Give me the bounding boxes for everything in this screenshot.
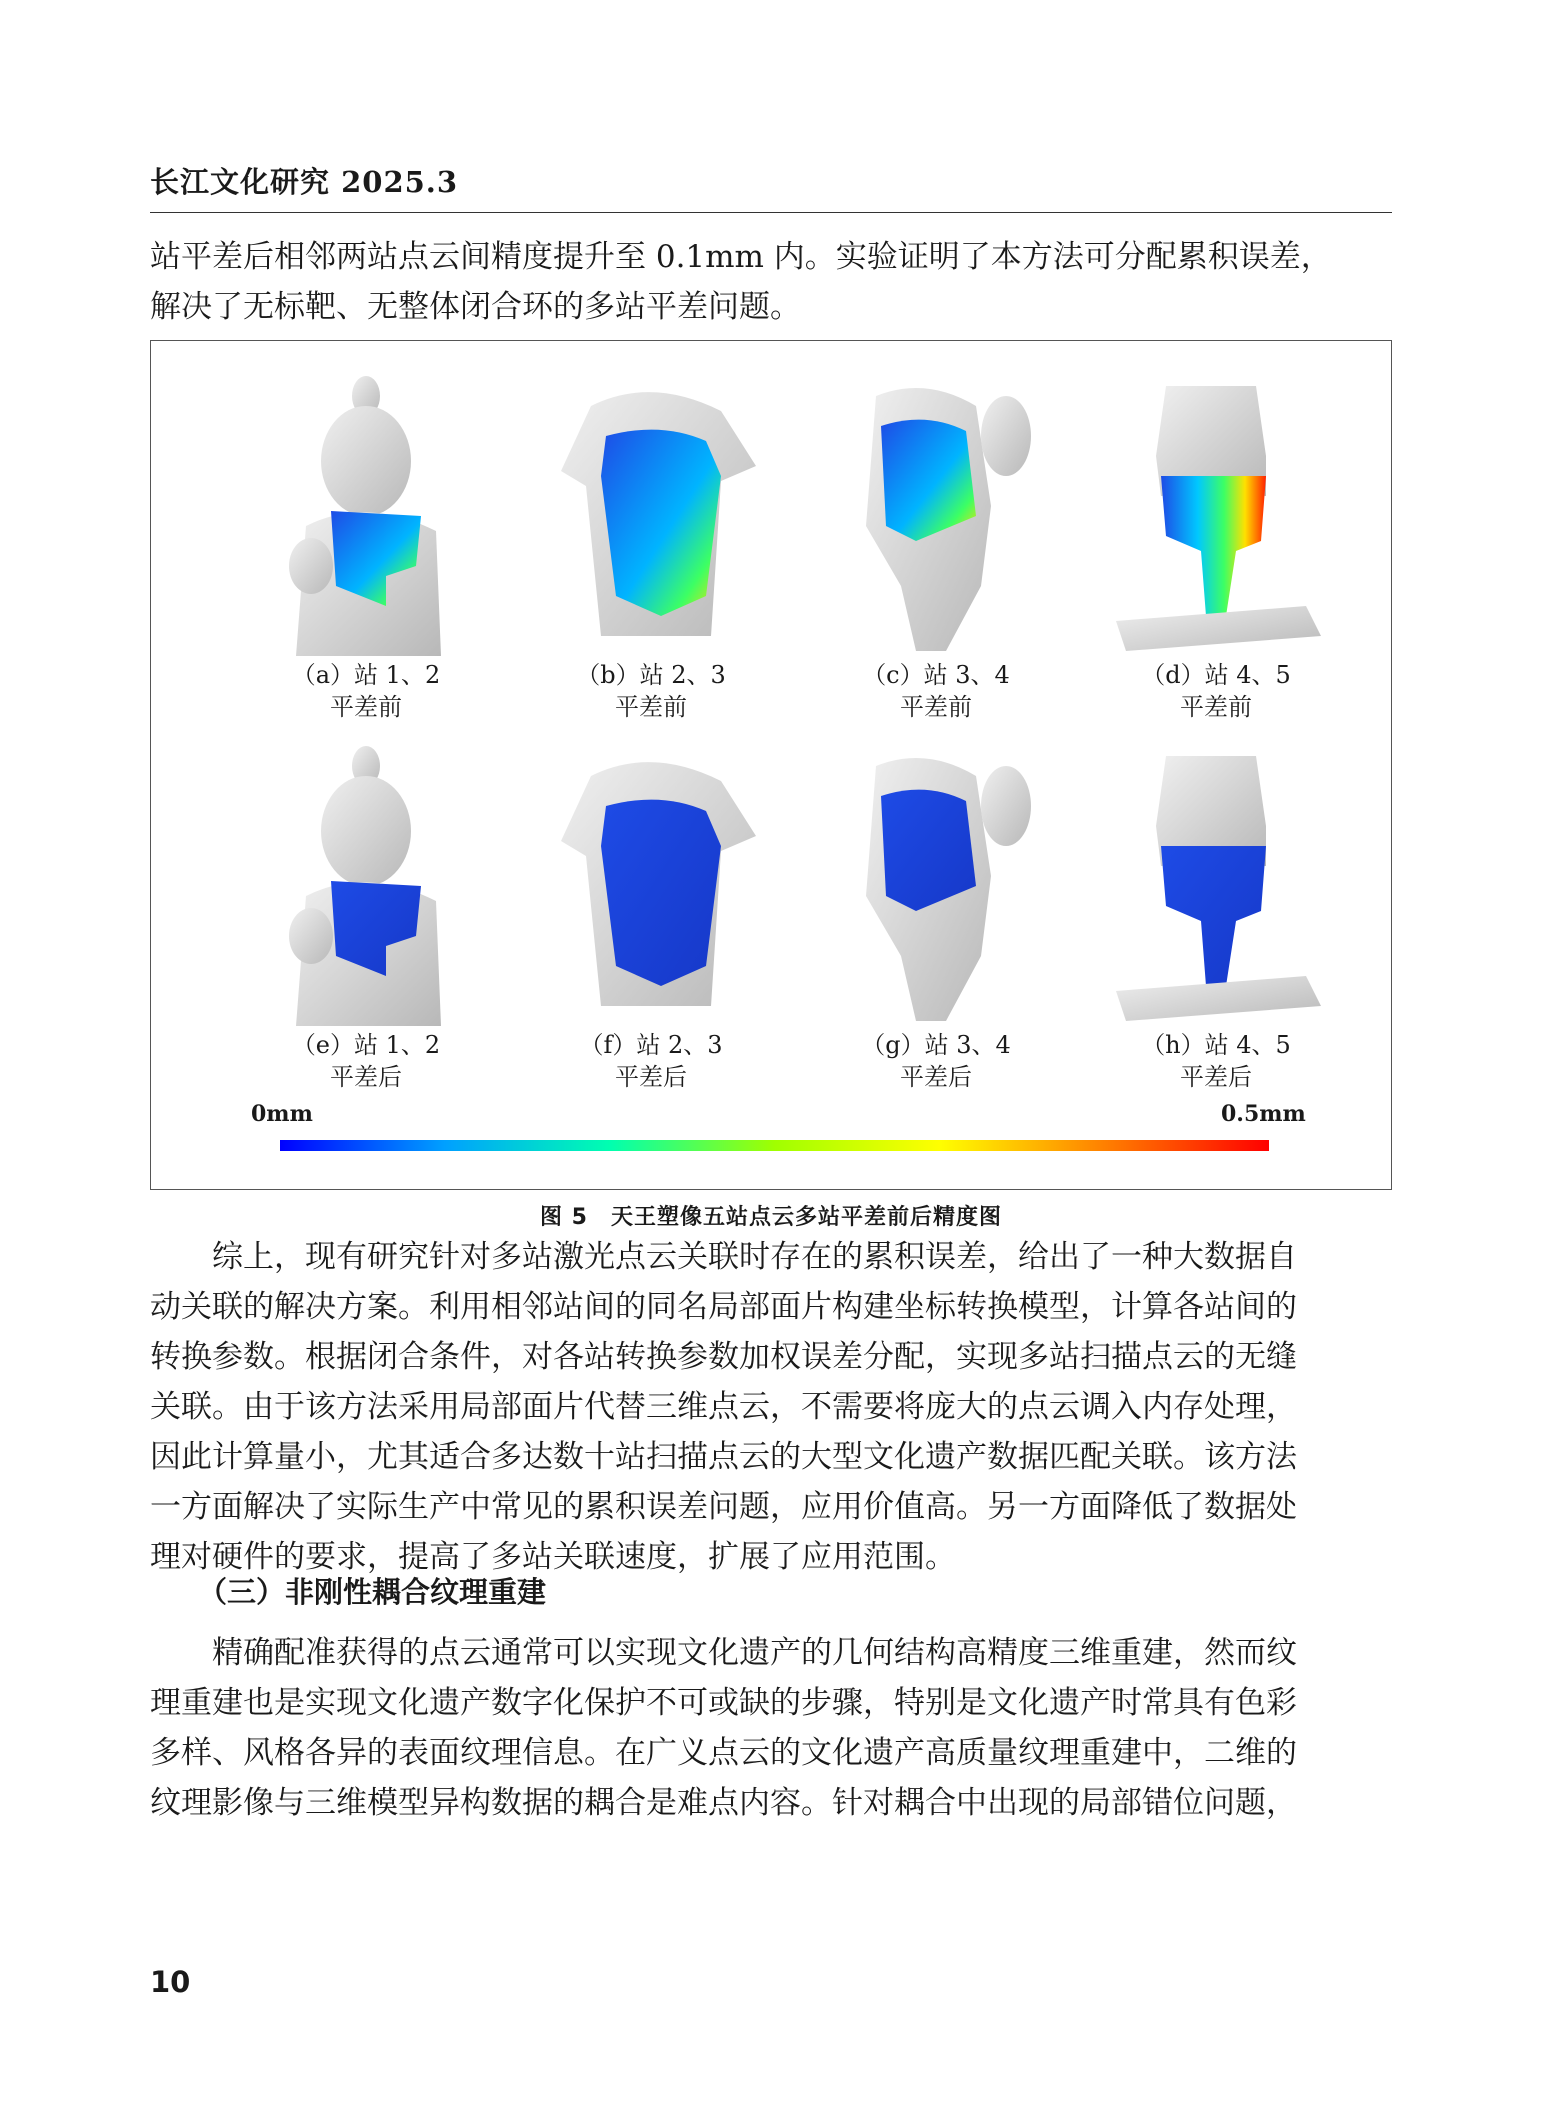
panel-label-text: （c）站 3、4	[862, 661, 1010, 689]
text-line: 理对硬件的要求，提高了多站关联速度，扩展了应用范围。	[150, 1539, 956, 1575]
panel-c-label	[806, 659, 1066, 723]
panel-label-text: （d）站 4、5	[1141, 661, 1291, 689]
panel-b-label	[521, 659, 781, 723]
text-line: 纹理影像与三维模型异构数据的耦合是难点内容。针对耦合中出现的局部错位问题，	[150, 1785, 1297, 1821]
panel-h-label	[1086, 1029, 1346, 1093]
panel-g-image	[806, 736, 1066, 1026]
panel-state-text: 平差后	[330, 1063, 402, 1091]
figure-caption: 图 5 天王塑像五站点云多站平差前后精度图	[540, 1205, 1002, 1230]
text-line: 多样、风格各异的表面纹理信息。在广义点云的文化遗产高质量纹理重建中，二维的	[150, 1735, 1297, 1771]
panel-label-text: （b）站 2、3	[576, 661, 726, 689]
error-colorbar	[280, 1140, 1269, 1151]
panel-state-text: 平差前	[1180, 693, 1252, 721]
journal-header: 长江文化研究 2025.3	[150, 165, 459, 199]
text-line: 一方面解决了实际生产中常见的累积误差问题，应用价值高。另一方面降低了数据处	[150, 1489, 1297, 1525]
panel-state-text: 平差后	[900, 1063, 972, 1091]
panel-c-image	[806, 366, 1066, 656]
panel-e-image	[236, 736, 496, 1026]
panel-state-text: 平差后	[1180, 1063, 1252, 1091]
header-rule	[150, 212, 1392, 213]
panel-state-text: 平差前	[330, 693, 402, 721]
section-paragraph	[150, 1628, 1392, 1828]
panel-state-text: 平差前	[615, 693, 687, 721]
text-line: 综上，现有研究针对多站激光点云关联时存在的累积误差，给出了一种大数据自	[150, 1239, 1297, 1275]
panel-label-text: （e）站 1、2	[291, 1031, 441, 1059]
panel-label-text: （f）站 2、3	[579, 1031, 723, 1059]
text-line: 因此计算量小，尤其适合多达数十站扫描点云的大型文化遗产数据匹配关联。该方法	[150, 1439, 1297, 1475]
section-heading: （三）非刚性耦合纹理重建	[198, 1575, 547, 1609]
panel-d-image	[1086, 366, 1346, 656]
intro-paragraph	[150, 232, 1392, 332]
text-line: 精确配准获得的点云通常可以实现文化遗产的几何结构高精度三维重建，然而纹	[150, 1635, 1297, 1671]
panel-f-image	[521, 736, 781, 1026]
summary-paragraph	[150, 1232, 1392, 1582]
page-number: 10	[150, 1965, 191, 1999]
scale-min-label: 0mm	[251, 1101, 313, 1127]
panel-h-image	[1086, 736, 1346, 1026]
text-line: 解决了无标靶、无整体闭合环的多站平差问题。	[150, 289, 801, 325]
text-line: 关联。由于该方法采用局部面片代替三维点云，不需要将庞大的点云调入内存处理，	[150, 1389, 1297, 1425]
panel-b-image	[521, 366, 781, 656]
panel-state-text: 平差前	[900, 693, 972, 721]
panel-g-label	[806, 1029, 1066, 1093]
scale-max-label: 0.5mm	[1221, 1101, 1306, 1127]
text-line: 动关联的解决方案。利用相邻站间的同名局部面片构建坐标转换模型，计算各站间的	[150, 1289, 1297, 1325]
panel-label-text: （g）站 3、4	[861, 1031, 1011, 1059]
panel-label-text: （a）站 1、2	[291, 661, 441, 689]
panel-e-label	[236, 1029, 496, 1093]
panel-a-image	[236, 366, 496, 656]
panel-a-label	[236, 659, 496, 723]
text-line: 理重建也是实现文化遗产数字化保护不可或缺的步骤，特别是文化遗产时常具有色彩	[150, 1685, 1297, 1721]
text-line: 转换参数。根据闭合条件，对各站转换参数加权误差分配，实现多站扫描点云的无缝	[150, 1339, 1297, 1375]
panel-label-text: （h）站 4、5	[1141, 1031, 1291, 1059]
figure-5	[150, 340, 1392, 1190]
text-line: 站平差后相邻两站点云间精度提升至 0.1mm 内。实验证明了本方法可分配累积误差，	[150, 239, 1332, 275]
panel-state-text: 平差后	[615, 1063, 687, 1091]
panel-d-label	[1086, 659, 1346, 723]
panel-f-label	[521, 1029, 781, 1093]
